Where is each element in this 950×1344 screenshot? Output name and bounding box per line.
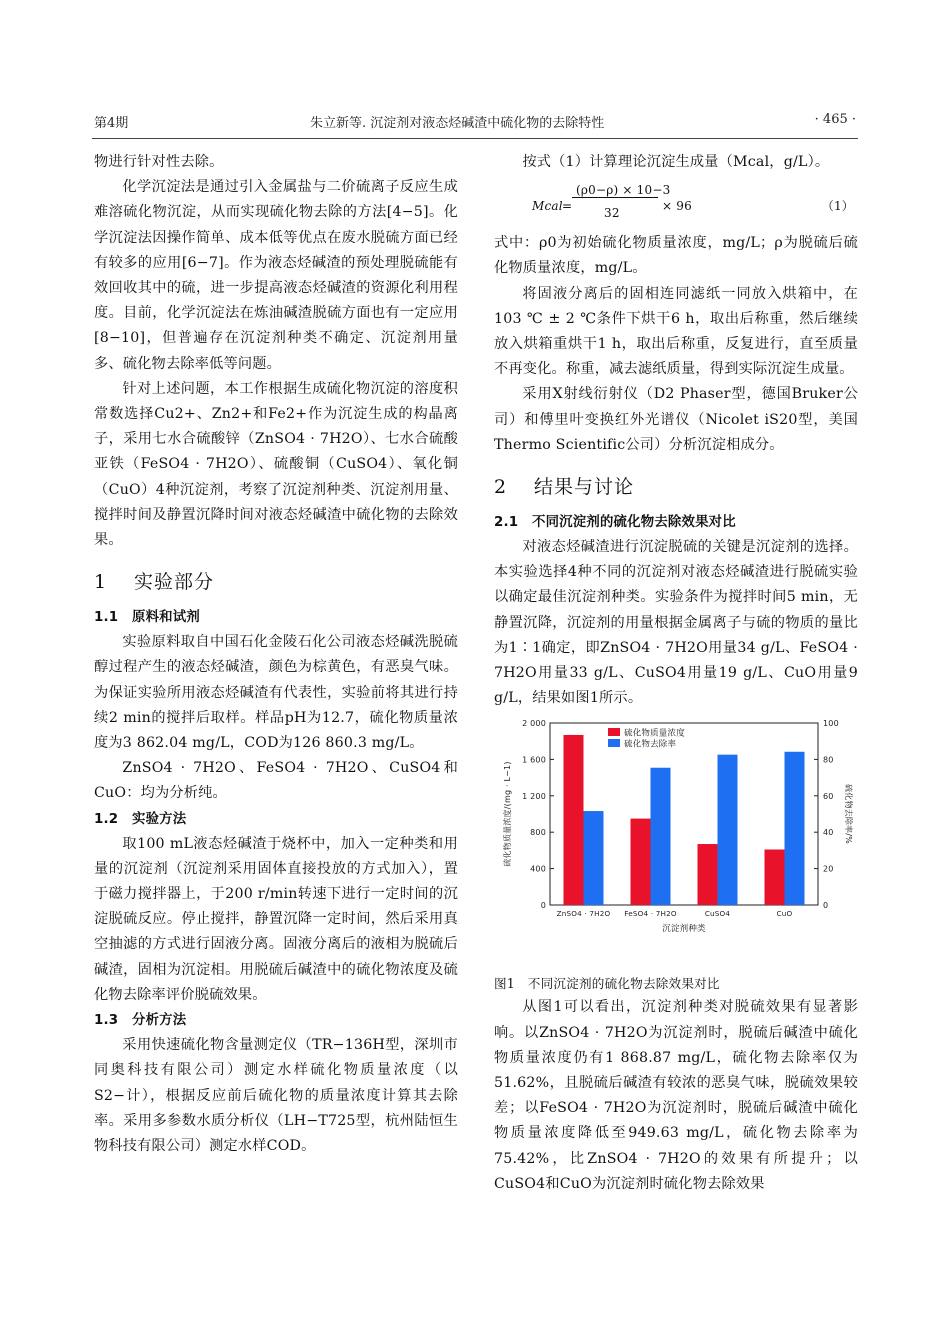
bar-sulfide-concentration <box>698 844 718 905</box>
figure-caption: 图1 不同沉淀剂的硫化物去除效果对比 <box>494 976 720 992</box>
left-axis-tick-label: 800 <box>530 828 546 838</box>
paragraph-reagents: ZnSO4 · 7H2O、FeSO4 · 7H2O、CuSO4和CuO：均为分析纯。 <box>94 760 458 802</box>
page-number: · 465 · <box>814 112 856 127</box>
legend-label: 硫化物去除率 <box>624 739 677 750</box>
bar-removal-rate <box>584 812 604 906</box>
section-heading-2 <box>494 472 858 502</box>
paragraph-materials: 实验原料取自中国石化金陵石化公司液态烃碱洗脱硫醇过程产生的液态烃碱渣，颜色为棕黄色，有恶臭气味。为保证实验所用液态烃碱渣有代表性，实验前将其进行持续2 min的搅拌后取样。样品pH为12.7，硫化物质量浓度为3 862.04 mg/L，COD为126 860.3 mg/L。 <box>94 634 458 752</box>
right-column <box>494 150 858 1197</box>
section-heading-1 <box>94 567 458 597</box>
right-axis-tick-label: 20 <box>823 865 834 875</box>
right-axis-tick-label: 0 <box>823 901 829 911</box>
paragraph-formula-symbols: 式中：ρ0为初始硫化物质量浓度，mg/L；ρ为脱硫后硫化物质量浓度，mg/L。 <box>494 235 858 277</box>
legend-label: 硫化物质量浓度 <box>624 728 685 739</box>
paragraph-chemical-precipitation: 化学沉淀法是通过引入金属盐与二价硫离子反应生成难溶硫化物沉淀，从而实现硫化物去除的方法[4−5]。化学沉淀法因操作简单、成本低等优点在废水脱硫方面已经有较多的应用[6−7]。作为液态烃碱渣的预处理脱硫能有效回收其中的硫，进一步提高液态烃碱渣的资源化利用程度。目前，化学沉淀法在炼油碱渣脱硫方面也有一定应用[8−10]，但普遍存在沉淀剂种类不确定、沉淀剂用量多、硫化物去除率低等问题。 <box>94 179 458 372</box>
paragraph-drying: 将固液分离后的固相连同滤纸一同放入烘箱中，在103 ℃ ± 2 ℃条件下烘干6 h，取出后称重，然后继续放入烘箱重烘干1 h，取出后称重，反复进行，直至质量不再变化。称重，减去滤纸质量，得到实际沉淀生成量。 <box>494 285 858 378</box>
x-axis-category-label: CuO <box>776 909 793 919</box>
right-axis-tick-label: 80 <box>823 755 834 765</box>
subsection-title: 不同沉淀剂的硫化物去除效果对比 <box>532 515 736 531</box>
equation-1 <box>494 175 858 231</box>
bar-sulfide-concentration <box>631 819 651 905</box>
subsection-title: 原料和试剂 <box>132 610 200 626</box>
paragraph-objective: 针对上述问题，本工作根据生成硫化物沉淀的溶度积常数选择Cu2+、Zn2+和Fe2+作为沉淀生成的构晶离子，采用七水合硫酸锌（ZnSO4 · 7H2O）、七水合硫酸亚铁（FeSO4 · 7H2O）、硫酸铜（CuSO4）、氧化铜（CuO）4种沉淀剂，考察了沉淀剂种类、沉淀剂用量、搅拌时间及静置沉降时间对液态烃碱渣中硫化物的去除效果。 <box>94 380 458 549</box>
fraction-bar <box>572 197 658 198</box>
section-number: 1 <box>94 571 108 594</box>
section-title: 结果与讨论 <box>534 476 635 499</box>
paragraph-continuation: 物进行针对性去除。 <box>94 154 224 170</box>
paragraph-precipitant-selection: 对液态烃碱渣进行沉淀脱硫的关键是沉淀剂的选择。本实验选择4种不同的沉淀剂对液态烃碱渣进行脱硫实验以确定最佳沉淀剂种类。实验条件为搅拌时间5 min，无静置沉降，沉淀剂的用量根据金属离子与硫的物质的量比为1∶1确定，即ZnSO4 · 7H2O用量34 g/L、FeSO4 · 7H2O用量33 g/L、CuSO4用量19 g/L、CuO用量9 g/L，结果如图1所示。 <box>494 539 858 707</box>
section-title: 实验部分 <box>134 571 215 594</box>
bar-sulfide-concentration <box>564 735 584 905</box>
equation-denominator: 32 <box>604 206 620 221</box>
subsection-heading-1-3 <box>94 1008 458 1033</box>
issue-number: 第4期 <box>94 116 129 131</box>
right-axis-tick-label: 100 <box>823 719 839 729</box>
bar-removal-rate <box>785 752 805 905</box>
header-rule <box>92 138 858 139</box>
left-column <box>94 150 458 1159</box>
subsection-heading-1-2 <box>94 807 458 832</box>
subsection-heading-1-1 <box>94 605 458 630</box>
x-axis-category-label: CuSO4 <box>704 909 731 919</box>
bar-sulfide-concentration <box>765 850 785 906</box>
right-axis-title: 硫化物去除率/% <box>844 784 853 845</box>
paragraph-formula-intro: 按式（1）计算理论沉淀生成量（Mcal，g/L）。 <box>522 154 830 170</box>
figure-1-chart <box>494 717 858 973</box>
x-axis-category-label: ZnSO4 · 7H2O <box>556 909 611 919</box>
left-axis-tick-label: 0 <box>540 901 546 911</box>
left-axis-tick-label: 1 200 <box>522 792 546 802</box>
left-axis-tick-label: 2 000 <box>522 719 546 729</box>
x-axis-title: 沉淀剂种类 <box>662 924 706 935</box>
left-axis-tick-label: 400 <box>530 865 546 875</box>
equation-equals: = <box>562 199 573 214</box>
legend-swatch <box>608 739 620 747</box>
paragraph-instruments: 采用X射线衍射仪（D2 Phaser型，德国Bruker公司）和傅里叶变换红外光谱仪（Nicolet iS20型，美国Thermo Scientific公司）分析沉淀相成分。 <box>494 386 858 453</box>
paragraph-method: 取100 mL液态烃碱渣于烧杯中，加入一定种类和用量的沉淀剂（沉淀剂采用固体直接投放的方式加入），置于磁力搅拌器上，于200 r/min转速下进行一定时间的沉淀脱硫反应。停止搅拌，静置沉降一定时间，然后采用真空抽滤的方式进行固液分离。固液分离后的液相为脱硫后碱渣，固相为沉淀相。用脱硫后碱渣中的硫化物浓度及硫化物去除率评价脱硫效果。 <box>94 835 458 1003</box>
section-number: 2 <box>494 476 508 499</box>
equation-multiplier: × 96 <box>662 199 692 214</box>
equation-numerator: (ρ0−ρ) × 10−3 <box>576 183 671 198</box>
subsection-number: 1.1 <box>94 610 119 626</box>
x-axis-category-label: FeSO4 · 7H2O <box>624 909 677 919</box>
bar-chart-svg <box>494 717 858 973</box>
paragraph-results: 从图1可以看出，沉淀剂种类对脱硫效果有显著影响。以ZnSO4 · 7H2O为沉淀剂时，脱硫后碱渣中硫化物质量浓度仍有1 868.87 mg/L，硫化物去除率仅为51.62%，且脱硫后碱渣有较浓的恶臭气味，脱硫效果较差；以FeSO4 · 7H2O为沉淀剂时，脱硫后碱渣中硫化物质量浓度降低至949.63 mg/L，硫化物去除率为75.42%，比ZnSO4 · 7H2O的效果有所提升；以CuSO4和CuO为沉淀剂时硫化物去除效果 <box>494 999 858 1192</box>
left-axis-tick-label: 1 600 <box>522 755 546 765</box>
running-title: 朱立新等. 沉淀剂对液态烃碱渣中硫化物的去除特性 <box>310 116 605 131</box>
equation-lhs: Mcal <box>532 199 563 214</box>
right-axis-tick-label: 40 <box>823 828 834 838</box>
right-axis-tick-label: 60 <box>823 792 834 802</box>
subsection-number: 2.1 <box>494 515 519 531</box>
bar-removal-rate <box>718 755 738 905</box>
equation-number: （1） <box>821 199 854 214</box>
subsection-number: 1.3 <box>94 1013 119 1029</box>
subsection-title: 实验方法 <box>132 811 187 827</box>
paragraph-analysis: 采用快速硫化物含量测定仪（TR−136H型，深圳市同奥科技有限公司）测定水样硫化物质量浓度（以S2−计），根据反应前后硫化物的质量浓度计算其去除率。采用多参数水质分析仪（LH−T725型，杭州陆恒生物科技有限公司）测定水样COD。 <box>94 1037 458 1154</box>
left-axis-title: 硫化物质量浓度/(mg · L−1) <box>503 761 512 868</box>
bar-removal-rate <box>651 768 671 905</box>
subsection-heading-2-1 <box>494 510 858 535</box>
legend-swatch <box>608 728 620 736</box>
subsection-number: 1.2 <box>94 811 119 827</box>
subsection-title: 分析方法 <box>132 1013 187 1029</box>
